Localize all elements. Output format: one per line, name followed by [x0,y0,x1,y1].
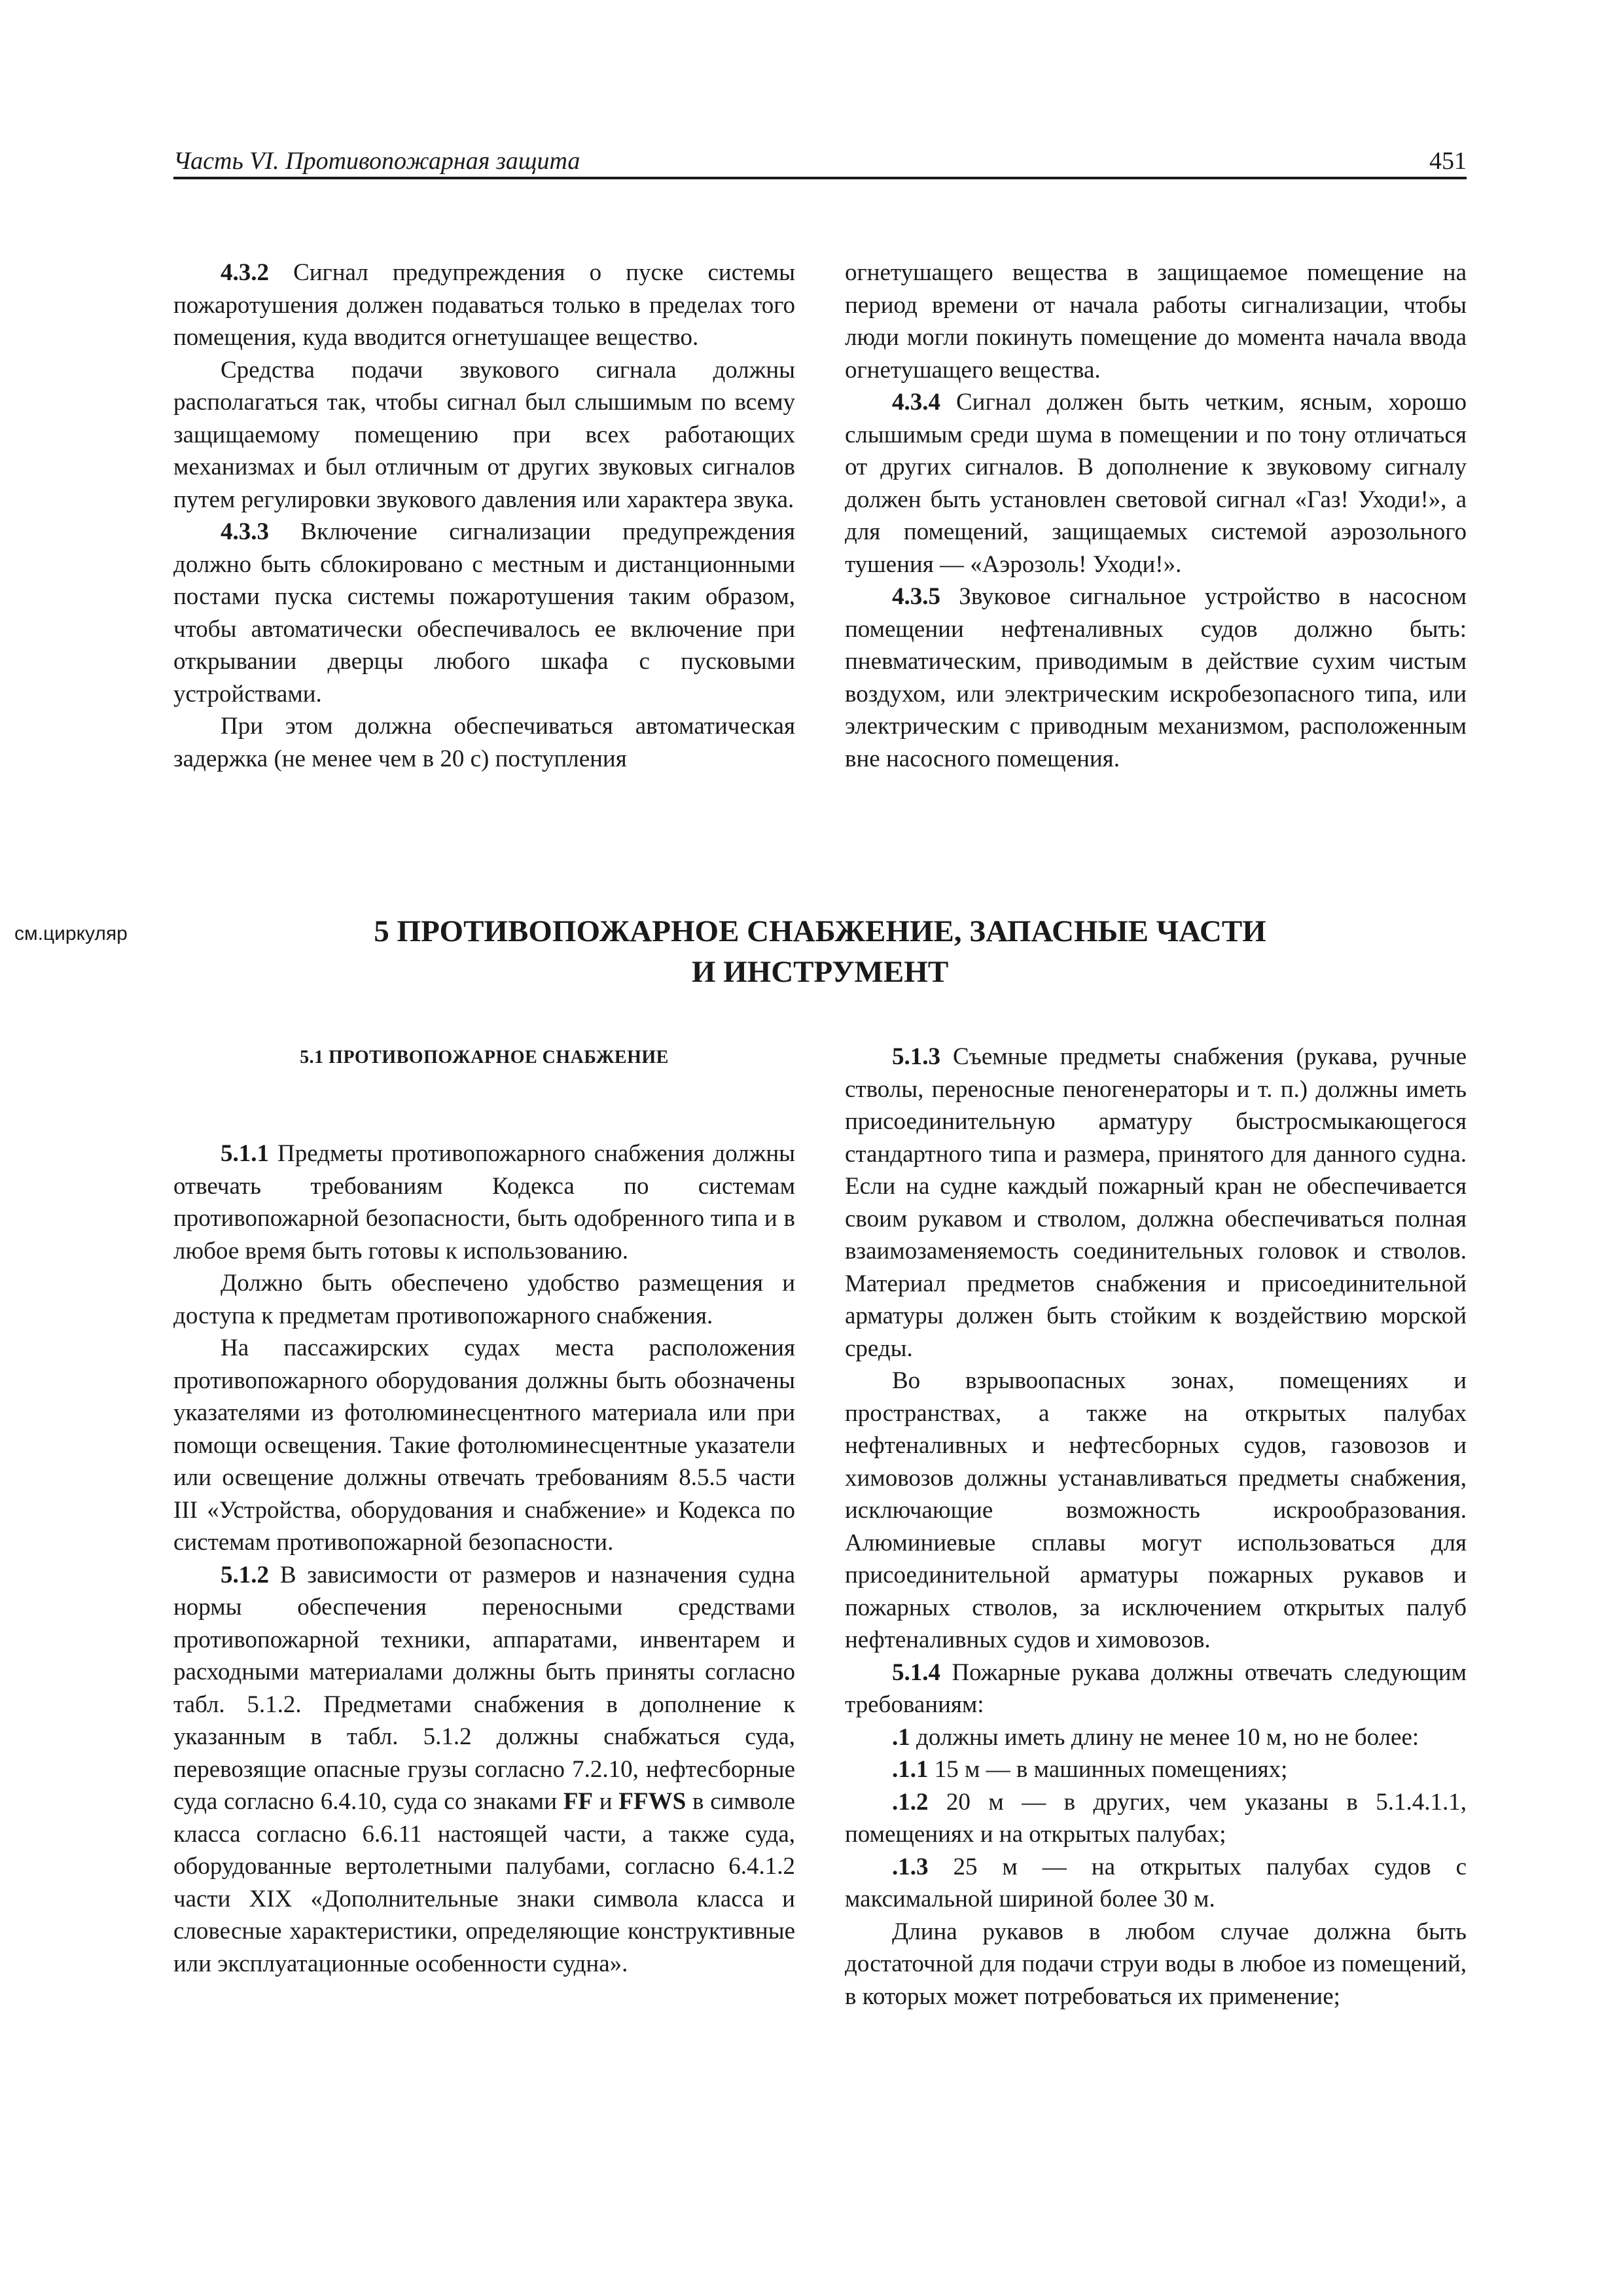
paragraph-4-3-5 [845,581,1467,775]
top-right-column [845,257,1467,775]
paragraph-text: Включение сигнализации предупреждения должно быть сблокировано с местным и дистанционными постами пуска системы пожаротушения таким образом, чтобы автоматически обеспечивалось ее включение при открывании дверцы любого шкафа с пусковыми устройствами. [173,518,795,708]
clause-number: 5.1.4 [892,1659,940,1686]
page-number: 451 [1429,147,1467,175]
paragraph-text: Сигнал предупреждения о пуске системы пожаротушения должен подаваться только в пределах того помещения, куда вводится огнетушащее вещество. [173,259,795,351]
clause-number: 5.1.1 [221,1140,269,1167]
paragraph-text: Средства подачи звукового сигнала должны располагаться так, чтобы сигнал был слышимым по всему защищаемому помещению при всех работающих механизмах и был отличным от других звуковых сигналов путем регулировки звукового давления или характера звука. [173,356,795,513]
paragraph-5-1-3 [845,1041,1467,1365]
running-title: Часть VI. Противопожарная защита [173,147,580,175]
paragraph-text: Пожарные рукава должны отвечать следующим требованиям: [845,1659,1467,1718]
top-left-column [173,257,795,775]
section-heading: 5.1 ПРОТИВОПОЖАРНОЕ СНАБЖЕНИЕ [300,1047,669,1067]
item-number: .1.1 [892,1756,929,1783]
paragraph-text: Сигнал должен быть четким, ясным, хорошо слышимым среди шума в помещении и по тону отличаться от других сигналов. В дополнение к звуковому сигналу должен быть установлен световой сигнал «Газ! Уходи!», а для помещений, защищаемых системой аэрозольного тушения — «Аэрозоль! Уходи!». [845,389,1467,578]
clause-number: 4.3.2 [221,259,269,286]
paragraph-4-3-2 [173,257,795,354]
item-text: 20 м — в других, чем указаны в 5.1.4.1.1, помещениях и на открытых палубах; [845,1788,1467,1848]
list-item [845,1753,1467,1786]
clause-number: 5.1.2 [221,1561,269,1588]
paragraph-4-3-3 [173,516,795,710]
paragraph-text: На пассажирских судах места расположения противопожарного оборудования должны быть обозначены указателями из фотолюминесцентного материала или при помощи освещения. Такие фотолюминесцентные указатели или освещение должны отвечать требованиям 8.5.5 части III «Устройства, оборудования и снабжение» и Кодекса по системам противопожарной безопасности. [173,1335,795,1556]
chapter-title [173,911,1467,992]
item-number: .1.2 [892,1788,929,1816]
paragraph-4-3-4 [845,386,1467,581]
chapter-title-line: И ИНСТРУМЕНТ [691,955,949,989]
bottom-left-column [173,1138,795,1980]
clause-number: 4.3.3 [221,518,269,545]
item-text: 25 м — на открытых палубах судов с максимальной шириной более 30 м. [845,1853,1467,1912]
paragraph-text: Съемные предметы снабжения (рукава, ручные стволы, переносные пеногенераторы и т. п.) должны иметь присоединительную арматуру быстросмыкающегося стандартного типа и размера, принятого для данного судна. Если на судне каждый пожарный кран не обеспечивается своим рукавом и стволом, должна обеспечиваться полная взаимозаменяемость соединительных головок и стволов. Материал предметов снабжения и присоединительной арматуры должен быть стойким к воздействию морской среды. [845,1043,1467,1362]
paragraph-5-1-1 [173,1138,795,1267]
list-item [845,1786,1467,1851]
item-text: должны иметь длину не менее 10 м, но не более: [910,1723,1419,1751]
clause-number: 4.3.4 [892,389,940,416]
paragraph-text: Предметы противопожарного снабжения должны отвечать требованиям Кодекса по системам противопожарной безопасности, быть одобренного типа и в любое время быть готовы к использованию. [173,1140,795,1265]
bottom-right-column [845,1041,1467,2013]
item-number: .1 [892,1723,910,1751]
list-item [845,1851,1467,1916]
paragraph-continuation: огнетушащего вещества в защищаемое помещение на период времени от начала работы сигнализации, чтобы люди могли покинуть помещение до момента начала ввода огнетушащего вещества. [845,259,1467,384]
paragraph-text: Звуковое сигнальное устройство в насосном помещении нефтеналивных судов должно быть: пневматическим, приводимым в действие сухим чистым воздухом, или электрическим искробезопасного типа, или электрическим с приводным механизмом, расположенным вне насосного помещения. [845,583,1467,772]
paragraph-text: в символе класса согласно 6.6.11 настоящей части, а также суда, оборудованные вертолетными палубами, согласно 6.4.1.2 части XIX «Дополнительные знаки символа класса и словесные характеристики, определяющие конструктивные или эксплуатационные особенности судна». [173,1788,795,1977]
class-mark-ffws: FFWS [618,1788,687,1815]
paragraph-text: Длина рукавов в любом случае должна быть достаточной для подачи струи воды в любое из помещений, в которых может потребоваться их применение; [845,1918,1467,2010]
header-rule [173,177,1467,179]
paragraph-text: В зависимости от размеров и назначения судна нормы обеспечения переносными средствами противопожарной техники, аппаратами, инвентарем и расходными материалами должны быть приняты согласно табл. 5.1.2. Предметами снабжения в дополнение к указанным в табл. 5.1.2 должны снабжаться суда, перевозящие опасные грузы согласно 7.2.10, нефтесборные суда согласно 6.4.10, суда со знаками [173,1561,795,1815]
class-mark-ff: FF [563,1788,594,1815]
list-item [845,1721,1467,1754]
clause-number: 5.1.3 [892,1043,940,1070]
running-header [173,144,1467,178]
paragraph-text: При этом должна обеспечиваться автоматическая задержка (не менее чем в 20 с) поступления [173,713,795,772]
paragraph-5-1-4 [845,1657,1467,1721]
paragraph-5-1-2 [173,1559,795,1981]
chapter-title-line: 5 ПРОТИВОПОЖАРНОЕ СНАБЖЕНИЕ, ЗАПАСНЫЕ ЧАСТИ [374,914,1266,948]
item-text: 15 м — в машинных помещениях; [928,1756,1288,1783]
paragraph-text: Должно быть обеспечено удобство размещения и доступа к предметам противопожарного снабжения. [173,1270,795,1329]
margin-note: см.циркуляр [14,923,128,944]
paragraph-text: Во взрывоопасных зонах, помещениях и пространствах, а также на открытых палубах нефтеналивных и нефтесборных судов, газовозов и химовозов должны устанавливаться предметы снабжения, исключающие возможность искрообразования. Алюминиевые сплавы могут использоваться для присоединительной арматуры пожарных рукавов и пожарных стволов, за исключением открытых палуб нефтеналивных судов и химовозов. [845,1367,1467,1653]
clause-number: 4.3.5 [892,583,940,610]
paragraph-text: и [593,1788,619,1815]
item-number: .1.3 [892,1853,929,1880]
